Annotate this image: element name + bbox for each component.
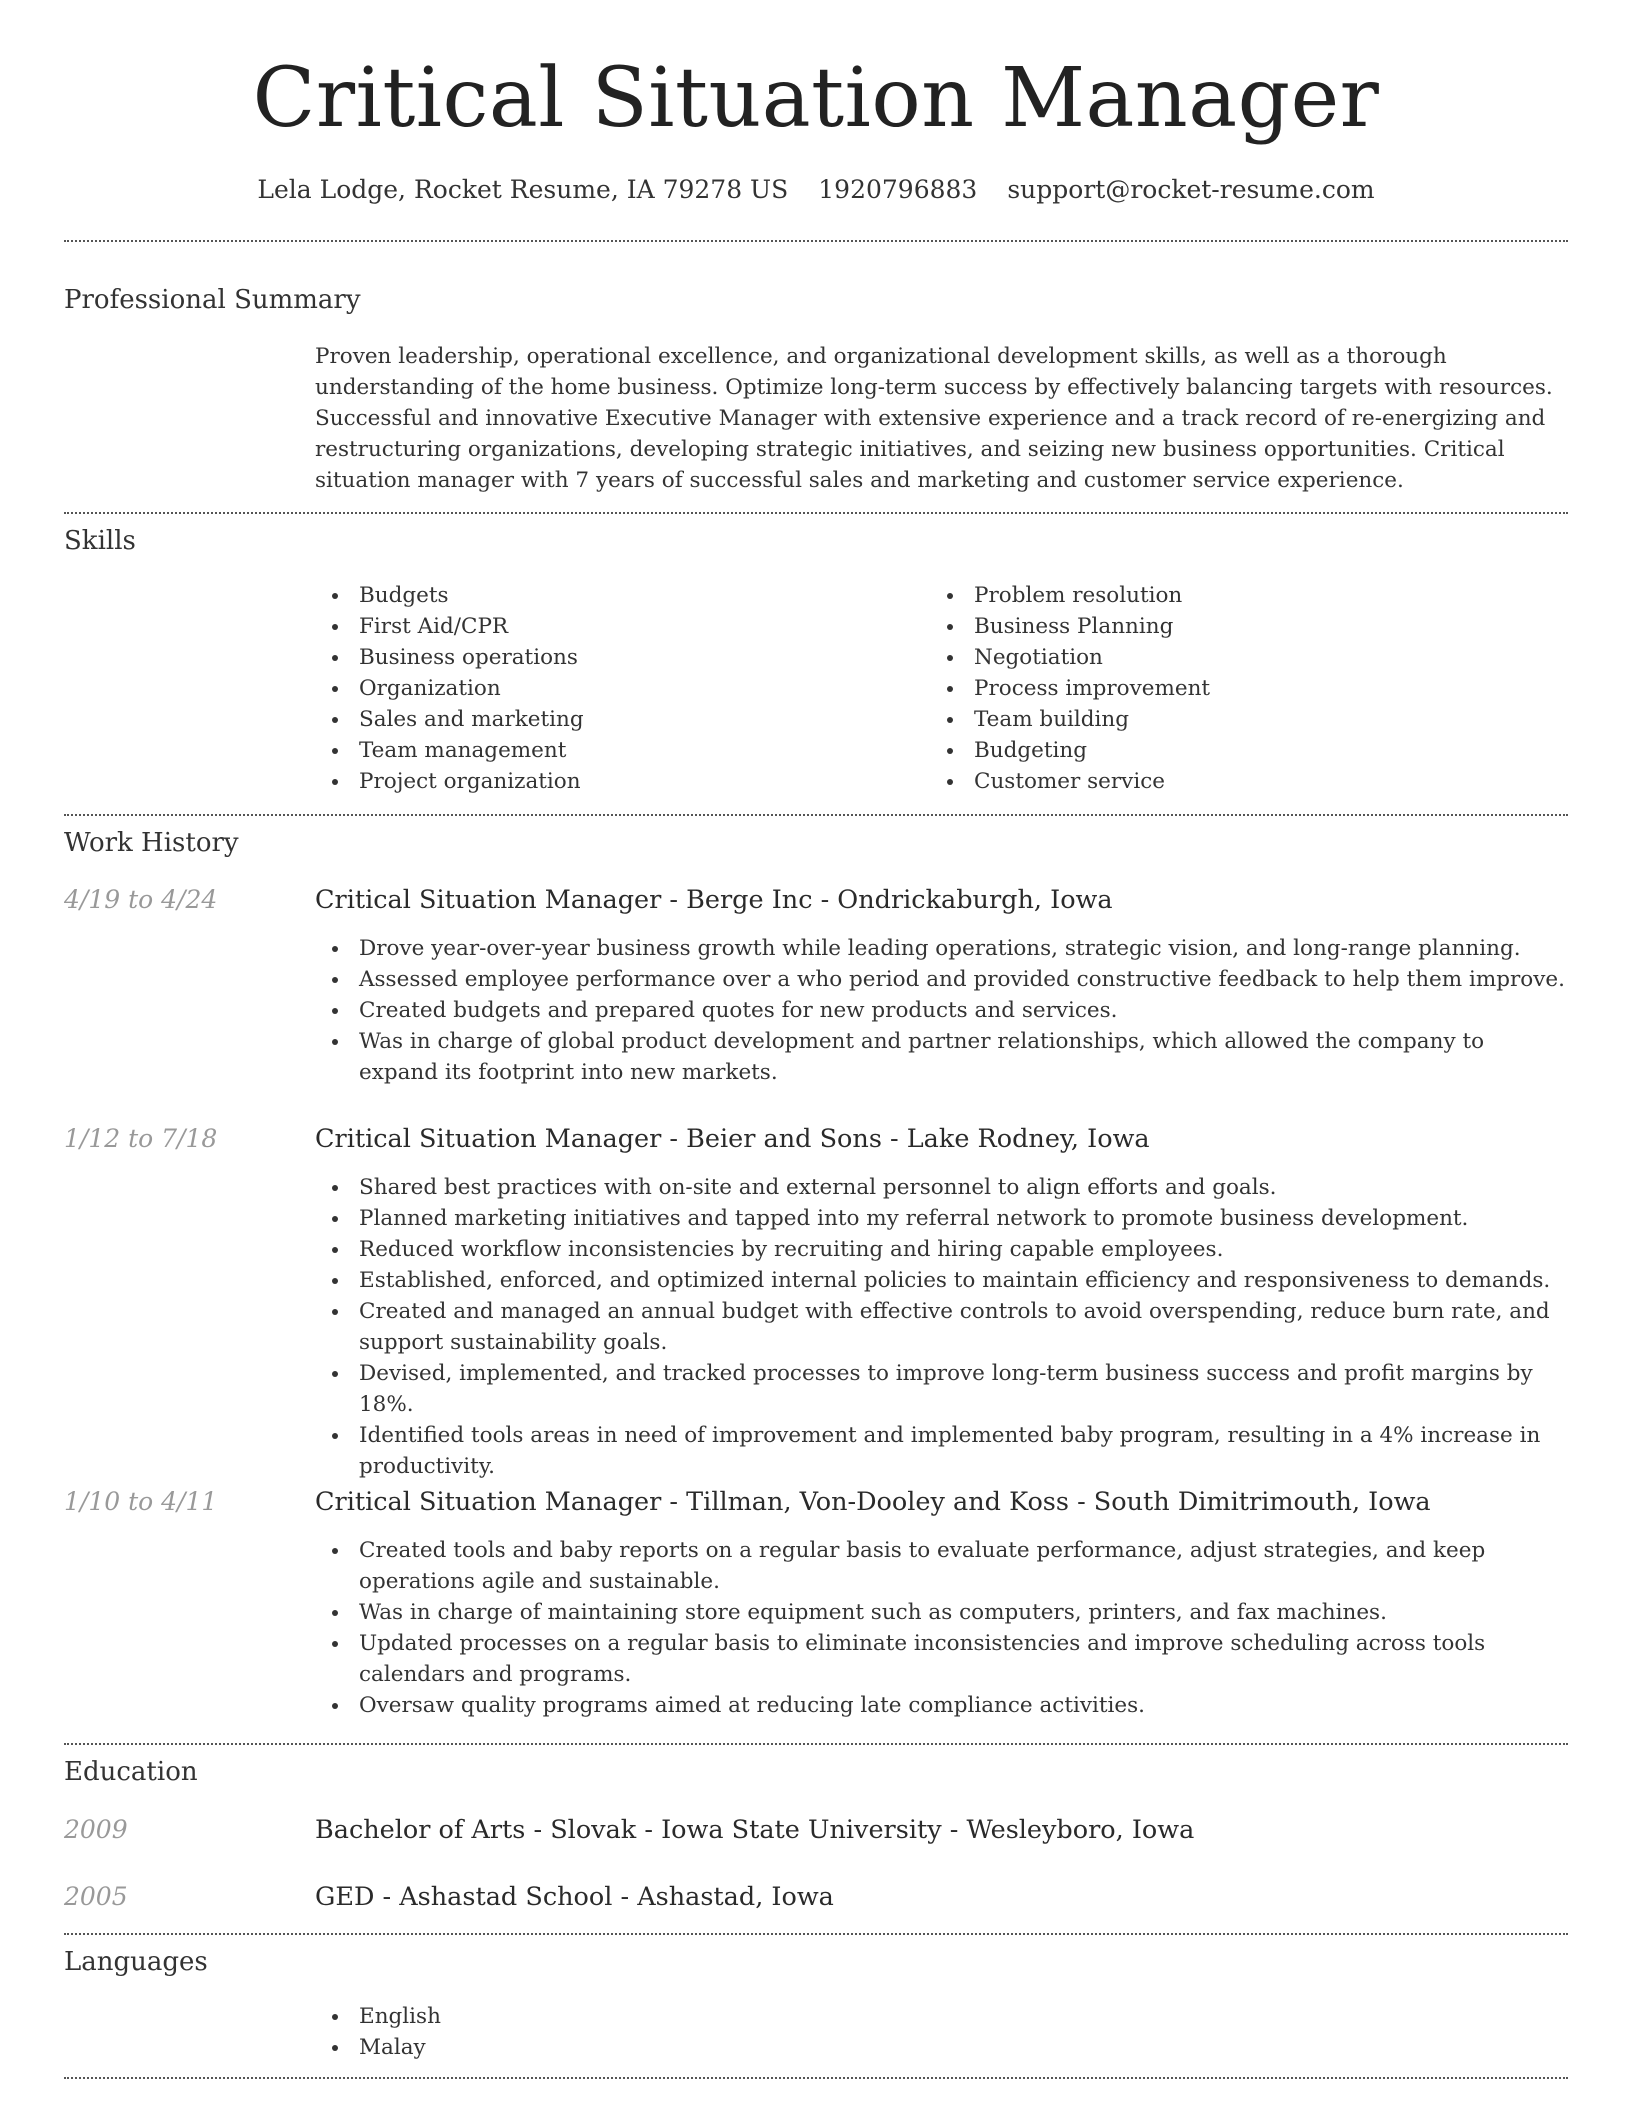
job-bullet: Identified tools areas in need of improvement and implemented baby program, resulting in a 4% increase in productivity. bbox=[315, 1420, 1567, 1482]
job-bullets bbox=[315, 1535, 1567, 1721]
skill-item: Team management bbox=[315, 735, 875, 766]
skill-item: Budgeting bbox=[930, 735, 1490, 766]
job-bullet: Drove year-over-year business growth while leading operations, strategic vision, and long-range planning. bbox=[315, 933, 1567, 964]
education-year: 2009 bbox=[64, 1815, 128, 1844]
job-bullet: Reduced workflow inconsistencies by recruiting and hiring capable employees. bbox=[315, 1234, 1567, 1265]
section-title-work-history: Work History bbox=[64, 828, 239, 858]
skill-item: Customer service bbox=[930, 766, 1490, 797]
skill-item: Sales and marketing bbox=[315, 704, 875, 735]
job-bullet: Oversaw quality programs aimed at reducing late compliance activities. bbox=[315, 1690, 1567, 1721]
summary-paragraph: Proven leadership, operational excellence, and organizational development skills, as well as a thorough understanding of the home business. Optimize long-term success by effectively balancing targets with resources. Successful and innovative Executive Manager with extensive experience and a track record of re-energizing and restructuring organizations, developing strategic initiatives, and seizing new business opportunities. Critical situation manager with 7 years of successful sales and marketing and customer service experience. bbox=[315, 344, 1553, 493]
job-heading: Critical Situation Manager - Tillman, Von-Dooley and Koss - South Dimitrimouth, Iowa bbox=[315, 1487, 1431, 1517]
education-entry: GED - Ashastad School - Ashastad, Iowa bbox=[315, 1882, 834, 1912]
job-bullets bbox=[315, 933, 1567, 1088]
summary-text bbox=[315, 341, 1567, 496]
skill-item: Process improvement bbox=[930, 673, 1490, 704]
divider bbox=[64, 814, 1568, 816]
skill-item: Project organization bbox=[315, 766, 875, 797]
skill-item: Negotiation bbox=[930, 642, 1490, 673]
divider bbox=[64, 1743, 1568, 1745]
contact-email: support@rocket-resume.com bbox=[1007, 175, 1375, 204]
skill-item: First Aid/CPR bbox=[315, 611, 875, 642]
contact-phone: 1920796883 bbox=[818, 175, 978, 204]
job-bullet: Created and managed an annual budget with effective controls to avoid overspending, reduce burn rate, and support sustainability goals. bbox=[315, 1296, 1567, 1358]
languages-list bbox=[315, 2001, 1567, 2063]
job-dates: 1/10 to 4/11 bbox=[64, 1487, 218, 1516]
skill-item: Problem resolution bbox=[930, 580, 1490, 611]
section-title-education: Education bbox=[64, 1757, 198, 1787]
language-item: Malay bbox=[315, 2032, 1567, 2063]
job-bullet: Updated processes on a regular basis to eliminate inconsistencies and improve scheduling across tools calendars and programs. bbox=[315, 1628, 1567, 1690]
divider bbox=[64, 240, 1568, 242]
section-title-skills: Skills bbox=[64, 526, 136, 556]
section-title-summary: Professional Summary bbox=[64, 285, 361, 315]
divider bbox=[64, 2077, 1568, 2079]
contact-line bbox=[0, 172, 1632, 208]
job-dates: 4/19 to 4/24 bbox=[64, 885, 218, 914]
job-dates: 1/12 to 7/18 bbox=[64, 1124, 218, 1153]
skill-item: Business Planning bbox=[930, 611, 1490, 642]
section-title-languages: Languages bbox=[64, 1947, 208, 1977]
skill-item: Business operations bbox=[315, 642, 875, 673]
job-heading: Critical Situation Manager - Beier and Sons - Lake Rodney, Iowa bbox=[315, 1124, 1150, 1154]
skill-item: Team building bbox=[930, 704, 1490, 735]
divider bbox=[64, 512, 1568, 514]
skill-item: Budgets bbox=[315, 580, 875, 611]
job-bullet: Was in charge of global product development and partner relationships, which allowed the company to expand its footprint into new markets. bbox=[315, 1026, 1567, 1088]
education-year: 2005 bbox=[64, 1882, 128, 1911]
job-bullet: Created budgets and prepared quotes for new products and services. bbox=[315, 995, 1567, 1026]
contact-address: Lela Lodge, Rocket Resume, IA 79278 US bbox=[257, 175, 789, 204]
skills-list-right bbox=[930, 580, 1490, 797]
job-bullets bbox=[315, 1172, 1567, 1482]
job-bullet: Established, enforced, and optimized internal policies to maintain efficiency and responsiveness to demands. bbox=[315, 1265, 1567, 1296]
job-bullet: Devised, implemented, and tracked processes to improve long-term business success and profit margins by 18%. bbox=[315, 1358, 1567, 1420]
job-bullet: Assessed employee performance over a who period and provided constructive feedback to help them improve. bbox=[315, 964, 1567, 995]
job-bullet: Planned marketing initiatives and tapped into my referral network to promote business development. bbox=[315, 1203, 1567, 1234]
job-bullet: Shared best practices with on-site and external personnel to align efforts and goals. bbox=[315, 1172, 1567, 1203]
education-entry: Bachelor of Arts - Slovak - Iowa State University - Wesleyboro, Iowa bbox=[315, 1815, 1195, 1845]
skill-item: Organization bbox=[315, 673, 875, 704]
job-bullet: Created tools and baby reports on a regular basis to evaluate performance, adjust strategies, and keep operations agile and sustainable. bbox=[315, 1535, 1567, 1597]
resume-title: Critical Situation Manager bbox=[252, 51, 1380, 146]
language-item: English bbox=[315, 2001, 1567, 2032]
job-bullet: Was in charge of maintaining store equipment such as computers, printers, and fax machines. bbox=[315, 1597, 1567, 1628]
skills-list-left bbox=[315, 580, 875, 797]
job-heading: Critical Situation Manager - Berge Inc - Ondrickaburgh, Iowa bbox=[315, 885, 1113, 915]
divider bbox=[64, 1933, 1568, 1935]
